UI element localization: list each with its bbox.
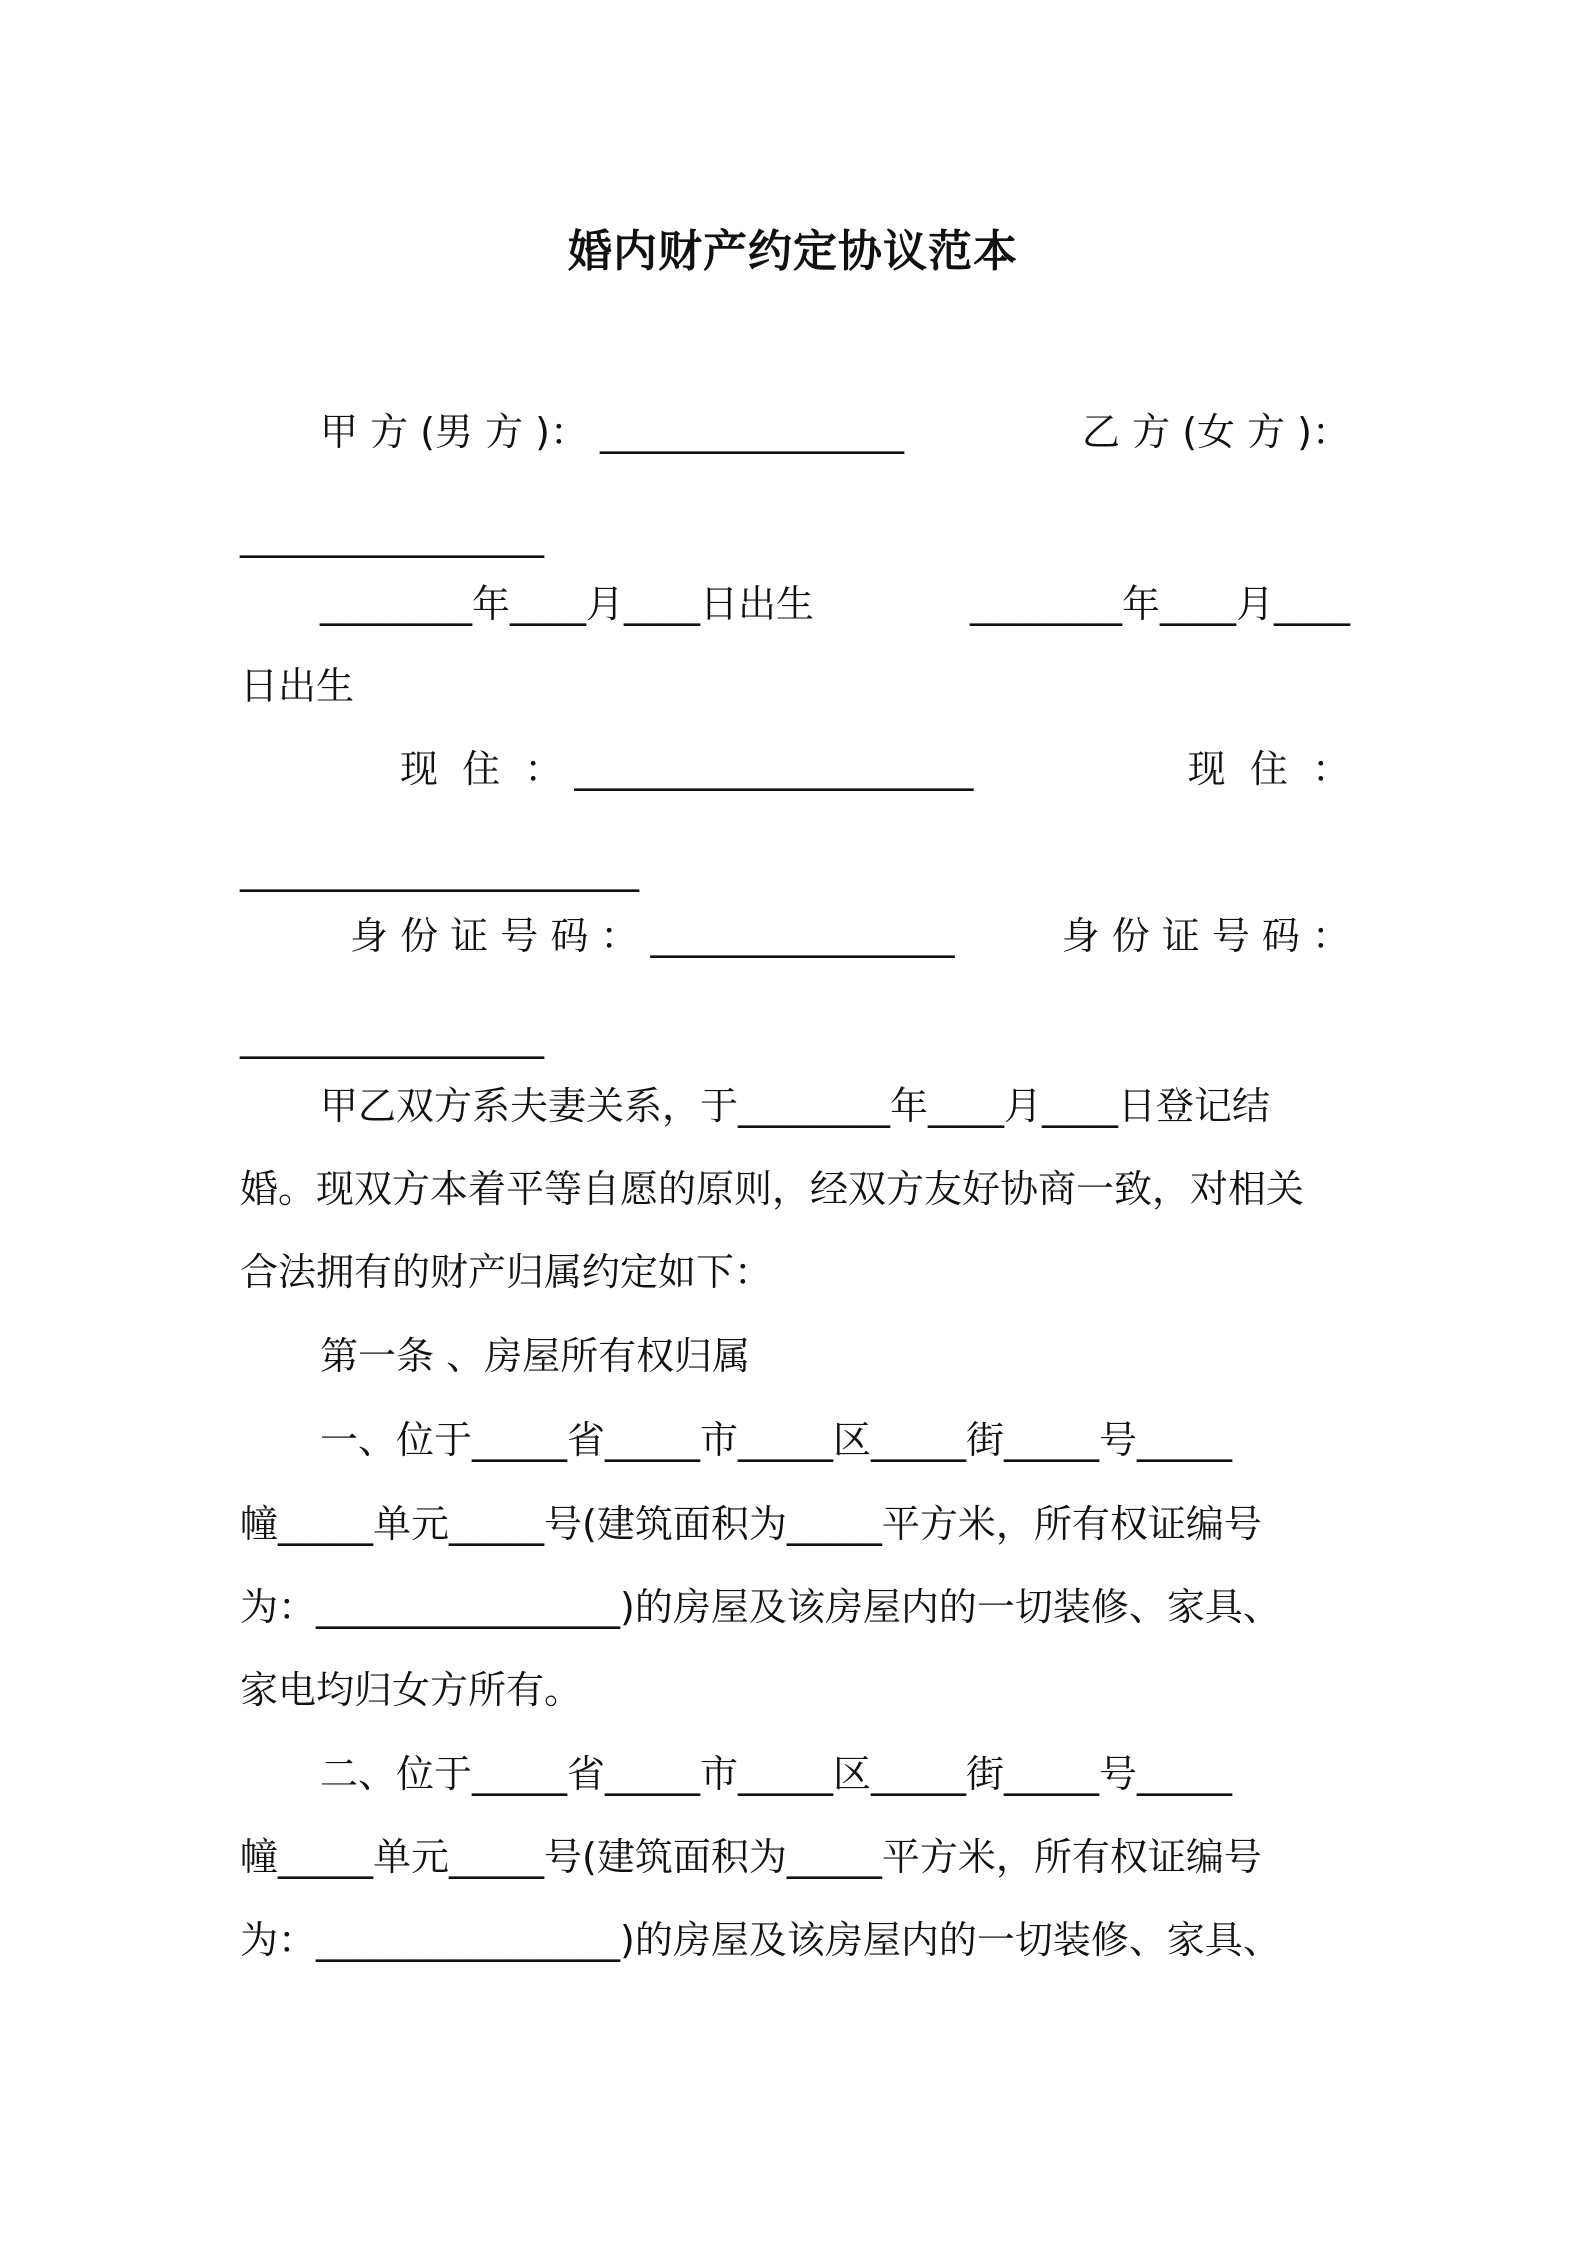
party-b-address-blank: _____________________ (240, 848, 639, 892)
document-title: 婚内财产约定协议范本 (568, 226, 1018, 277)
clause-line: 幢_____单元_____号(建筑面积为_____平方米，所有权证编号 (240, 1502, 1262, 1546)
party-b-address-label: 现 住 ： (1187, 747, 1350, 791)
clause-line: 一、位于_____省_____市_____区_____街_____号_____ (320, 1418, 1233, 1462)
id-line (350, 912, 1350, 960)
party-b-id-blank: ________________ (240, 1015, 544, 1059)
party-a-id: 身 份 证 号 码 ： ________________ (350, 914, 955, 958)
clause-line: 为：________________)的房屋及该房屋内的一切装修、家具、 (240, 1918, 1281, 1962)
party-b-label: 乙 方 (女 方 )： (1082, 410, 1350, 454)
party-b-id-label: 身 份 证 号 码 ： (1061, 914, 1350, 958)
birth-suffix: 日出生 (240, 664, 355, 708)
clause-line: 二、位于_____省_____市_____区_____街_____号_____ (320, 1752, 1233, 1796)
address-line (400, 745, 1350, 793)
clause-line: 家电均归女方所有。 (240, 1668, 583, 1712)
party-a-address: 现 住 ： _____________________ (400, 747, 974, 791)
body-paragraph-line: 甲乙双方系夫妻关系，于________年____月____日登记结 (320, 1084, 1271, 1128)
clause-line: 幢_____单元_____号(建筑面积为_____平方米，所有权证编号 (240, 1835, 1262, 1879)
party-line (320, 408, 1350, 456)
article-heading: 第一条 、房屋所有权归属 (320, 1334, 751, 1378)
body-paragraph-line: 婚。现双方本着平等自愿的原则，经双方友好协商一致，对相关 (240, 1167, 1305, 1211)
birth-line (320, 580, 1350, 628)
party-a-birth: ________年____月____日出生 (320, 582, 815, 626)
body-paragraph-line: 合法拥有的财产归属约定如下： (240, 1250, 773, 1294)
party-b-birth: ________年____月____ (969, 582, 1350, 626)
clause-line: 为：________________)的房屋及该房屋内的一切装修、家具、 (240, 1585, 1281, 1629)
party-b-blank: ________________ (240, 514, 544, 558)
party-a-label: 甲 方 (男 方 )： ________________ (320, 410, 905, 454)
